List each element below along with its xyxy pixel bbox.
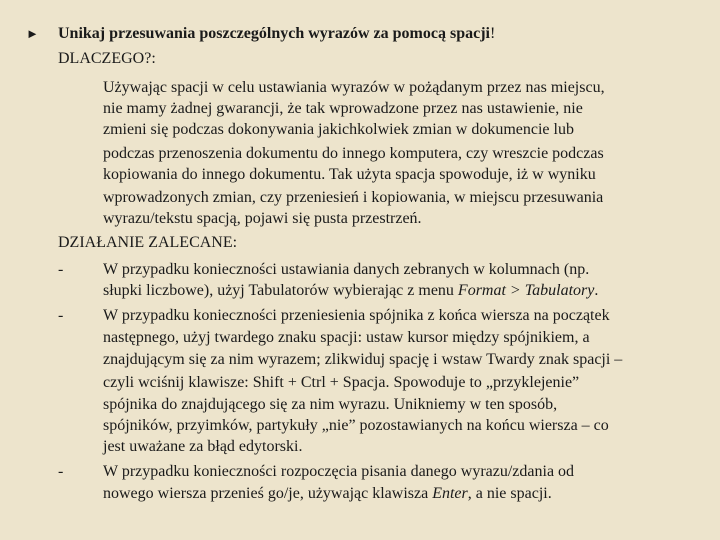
title-exclamation: !	[489, 25, 496, 42]
why-line: zmieni się podczas dokonywania jakichkolwiek zmian w dokumencie lub	[103, 121, 574, 138]
why-line: nie mamy żadnej gwarancji, że tak wprowadzone przez nas ustawienie, nie	[103, 100, 583, 117]
item2-line: spójników, przyimków, partykuły „nie” pozostawianych na końcu wiersza – co	[103, 417, 609, 434]
key-name: Enter	[432, 485, 468, 502]
slide-title	[58, 24, 495, 44]
why-line: podczas przenoszenia dokumentu do innego komputera, czy wreszcie podczas	[103, 145, 604, 162]
list-dash: -	[58, 307, 64, 324]
why-line: kopiowania do innego dokumentu. Tak użyta spacja spowoduje, iż w wyniku	[103, 166, 596, 183]
item2-line: spójnika do znajdującego się za nim wyrazu. Unikniemy w ten sposób,	[103, 396, 558, 413]
item1-line	[103, 281, 598, 301]
item3-text: nowego wiersza przenieś go/je, używając klawisza	[103, 485, 433, 502]
why-line: Używając spacji w celu ustawiania wyrazów w pożądanym przez nas miejscu,	[103, 79, 605, 96]
item1-text-end: .	[594, 282, 599, 299]
list-dash: -	[58, 261, 64, 278]
item1-line: W przypadku konieczności ustawiania danych zebranych w kolumnach (np.	[103, 261, 590, 278]
why-line: wyrazu/tekstu spacją, pojawi się pusta przestrzeń.	[103, 210, 422, 227]
menu-path: Format > Tabulatory	[457, 282, 595, 299]
list-dash: -	[58, 463, 64, 480]
recommended-heading: DZIAŁANIE ZALECANE:	[58, 234, 238, 251]
arrow-bullet-icon: ►	[26, 26, 39, 41]
item2-line: znajdującym się za nim wyrazem; zlikwiduj spację i wstaw Twardy znak spacji –	[103, 351, 623, 368]
item3-line	[103, 484, 552, 504]
item1-text: słupki liczbowe), użyj Tabulatorów wybierając z menu	[103, 282, 458, 299]
item2-line: następnego, użyj twardego znaku spacji: ustaw kursor między spójnikiem, a	[103, 329, 590, 346]
item2-line: W przypadku konieczności przeniesienia spójnika z końca wiersza na początek	[103, 307, 610, 324]
item3-text-end: , a nie spacji.	[467, 485, 552, 502]
item3-line: W przypadku konieczności rozpoczęcia pisania danego wyrazu/zdania od	[103, 463, 575, 480]
item2-line: czyli wciśnij klawisze: Shift + Ctrl + Spacja. Spowoduje to „przyklejenie”	[103, 374, 580, 391]
title-text: Unikaj przesuwania poszczególnych wyrazów za pomocą spacji	[58, 25, 490, 42]
why-heading: DLACZEGO?:	[58, 50, 156, 67]
why-line: wprowadzonych zmian, czy przeniesień i kopiowania, w miejscu przesuwania	[103, 189, 604, 206]
item2-line: jest uważane za błąd edytorski.	[103, 438, 303, 455]
